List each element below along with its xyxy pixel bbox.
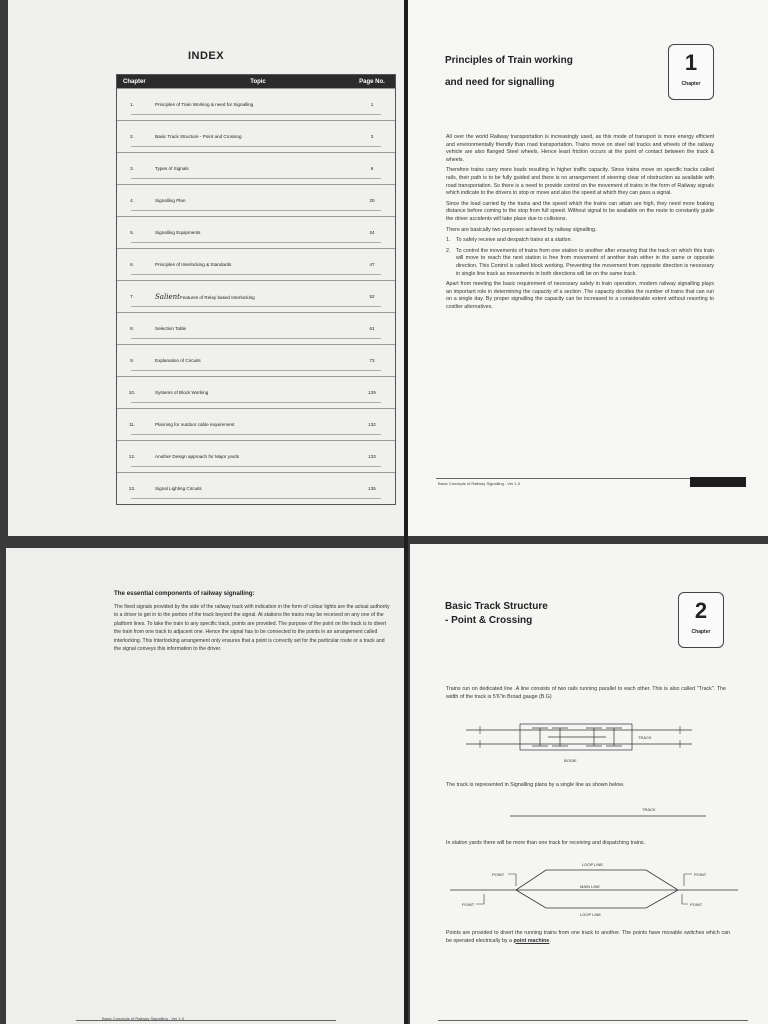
row-chapter-number: 5. [130,230,134,235]
point-label-br: POINT [690,902,703,907]
row-page-number: 129 [368,390,376,395]
row-topic-text: Signalling Plan [155,198,186,203]
chapter1-para-4: There are basically two purposes achieved by railway signalling. [446,226,597,233]
components-title: The essential components of railway signalling: [114,590,255,597]
row-page-number: 133 [368,454,376,459]
row-topic-text: Signalling Equipments [155,230,201,235]
row-page-number: 6 [370,166,374,171]
chapter2-para-1: Trains run on dedicated line .A line consists of two rails running parallel to each other. This is also called "Track". The width of the track is 5'6"in Broad gauge (B.G) [446,686,726,700]
index-table [116,74,396,505]
index-title: INDEX [187,50,225,62]
chapter1-page [408,0,768,536]
row-topic-text: Principles of Train Working & need for Signalling [155,102,254,107]
chapter2-para-4: Points are provided to divert the running trains from one track to another. The points have movable switches which can be operated electrically by a point machine. [446,930,730,944]
chapter1-body [446,134,714,311]
table-row [117,184,395,216]
table-row [117,152,395,184]
components-text: The fixed signals provided by the side of the railway track with indication in the form of colour lights are the actual authority to a driver to get in to the portion of the track beyond the signal. At stations the trains may be received on any one of the platform lines. To take the train to any specific track, points are provided. The purpose of the point on the track is to divert the train from one track to adjacent one. Hence the signal has to be connected to the points in an arrangement called interlocking. This Interlocking arrangement only ensures that a point is correctly set for the particular route or a track and the signal conveys this information to the driver. [114,604,390,653]
row-page-number: 132 [368,422,376,427]
row-underline [131,132,381,147]
list-item: 2. To control the movements of trains from one station to another after ensuring that the track on which this train will move to reach the next station is free from movement of another train either in the same or opposite direction. This Control is called block working. Preventing the movement from opposite direction is necessary in single line track as movements in both directions will be on the same track. [446,247,714,277]
header-topic: Topic [250,78,266,85]
chapter1-label: Chapter [681,81,701,87]
chapter2-page [410,544,768,1024]
chapter2-title-line1: Basic Track Structure [445,601,548,612]
point-label-tl: POINT [492,872,505,877]
row-topic-text: Selection Table [155,326,187,331]
track-label-2: TRACK [642,807,656,812]
loop-line-top-label: LOOP LINE [582,862,604,867]
table-row [117,344,395,376]
row-topic-text: Systems of Block Working [155,390,209,395]
row-underline [131,196,381,211]
table-row [117,88,395,120]
track-label: TRACK [638,735,652,740]
row-page-number: 61 [369,326,375,331]
chapter1-number: 1 [684,50,698,75]
index-table-header [117,75,395,88]
header-chapter: Chapter [123,78,146,85]
table-row [117,440,395,472]
row-chapter-number: 4. [130,198,134,203]
chapter2-number: 2 [694,598,708,623]
table-row [117,472,395,504]
table-row [117,248,395,280]
handwritten-note: Salient [155,292,180,301]
chapter1-para-3: Since the load carried by the trains and the speed which the trains can attain are high, they need more braking distance before coming to the stop from full speed. Without signal to be available on the route to constantly guide the driver accidents will take place due to collisions. [446,200,714,222]
row-chapter-number: 6. [130,262,134,267]
chapter2-title-line2: - Point & Crossing [445,615,533,626]
row-underline [131,452,381,467]
row-chapter-number: 7. [130,294,134,299]
row-page-number: 24 [369,230,375,235]
chapter1-para-1: All over the world Railway transportation is increasingly used, as this mode of transport is more energy efficient and environmentally friendly than road transportation. Trains move on steel rail tracks and wheels of the railway vehicle are also flanged Steel wheels. Hence least friction occurs at the point of contact between the track & wheels. [446,134,714,163]
row-chapter-number: 9. [130,358,134,363]
row-underline [131,484,381,499]
row-topic-text: Basic Track Structure - Point and Crossing [155,134,242,139]
row-topic-text: Features of Relay based Interlocking [179,294,255,300]
loop-line-bottom-label: LOOP LINE [580,912,602,917]
row-underline [131,228,381,243]
row-chapter-number: 10. [128,390,136,395]
row-page-number: 20 [369,198,375,203]
chapter1-purpose-list [446,237,714,278]
row-page-number: 3 [370,134,374,139]
track-bogie-diagram [460,720,700,768]
components-footer: Basic Concepts of Railway Signalling - Ver 1.0 [102,1016,185,1021]
row-underline [131,420,381,435]
row-chapter-number: 11. [128,422,136,427]
row-page-number: 73 [369,358,375,363]
row-chapter-number: 12. [128,454,136,459]
single-line-track-diagram [510,804,710,824]
chapter1-number-box [668,44,714,100]
table-row [117,120,395,152]
row-page-number: 1 [370,102,374,107]
row-topic-text: Principles of Interlocking & Standards [155,262,232,267]
row-chapter-number: 3. [130,166,134,171]
row-chapter-number: 2. [130,134,134,139]
chapter1-para-2: Therefore trains carry more loads resulting in higher traffic capacity. Since trains move on specific tracks called rails, their path is to be fully guided and there is no arrangement of steering clear of obstruction as available with road transportation. So there is a need to provide control on the movement of trains in the form of Railway signals which indicate to the drivers to stop or move and also the speed at which they can pass a signal. [446,167,714,197]
point-machine-term: point machine [513,937,550,944]
chapter2-title [445,600,548,628]
index-page [8,0,404,536]
chapter1-title-line2: and need for signalling [445,77,555,88]
row-page-number: 52 [369,294,375,299]
list-item: 1. To safely receive and despatch trains at a station. [446,237,573,244]
row-underline [131,100,381,115]
row-chapter-number: 1. [130,102,134,107]
chapter1-title [445,50,573,94]
table-row [117,312,395,344]
page-number-badge [690,477,746,487]
table-row [117,216,395,248]
chapter1-para-5: Apart from meeting the basic requirement of necessary safety in train operation, modern railway signalling plays an important role in determining the capacity of a section .The capacity decides the number of trains that can run on a single day. By proper signalling the capacity can be increased to a considerable extent without resorting to costlier alternatives. [446,281,714,310]
chapter2-para-3: In station yards there will be more than one track for receiving and dispatching trains. [446,840,646,846]
header-page: Page No. [359,78,385,85]
row-underline [131,292,381,307]
row-chapter-number: 13. [128,486,136,491]
chapter1-footer: Basic Concepts of Railway Signalling - Ver 1.0 [438,481,521,486]
point-label-bl: POINT [462,902,475,907]
row-topic-text: Signal Lighting Circuits [155,486,202,491]
row-topic-text: Explanation of Circuits [155,358,201,363]
main-line-label: MAIN LINE [580,884,601,889]
chapter2-label: Chapter [691,629,711,635]
row-topic-text: Types of Signals [155,166,189,171]
row-topic-text: Planning for outdoor cable requirement [155,422,235,427]
table-row [117,408,395,440]
row-underline [131,260,381,275]
row-underline [131,164,381,179]
row-underline [131,388,381,403]
row-page-number: 47 [369,262,375,267]
chapter1-title-line1: Principles of Train working [445,55,573,66]
chapter2-para-2: The track is represented in Signalling plans by a single line as shown below. [446,782,625,788]
row-page-number: 135 [368,486,376,491]
row-topic-text: Another Design approach for Major yards [155,454,240,459]
table-row [117,280,395,312]
row-underline [131,324,381,339]
point-label-tr: POINT [694,872,707,877]
station-yard-diagram [450,858,740,918]
row-underline [131,356,381,371]
chapter2-number-box [678,592,724,648]
table-row [117,376,395,408]
row-chapter-number: 8. [130,326,134,331]
bogie-label: BOGIE [564,758,577,763]
footer-rule [438,1020,748,1021]
